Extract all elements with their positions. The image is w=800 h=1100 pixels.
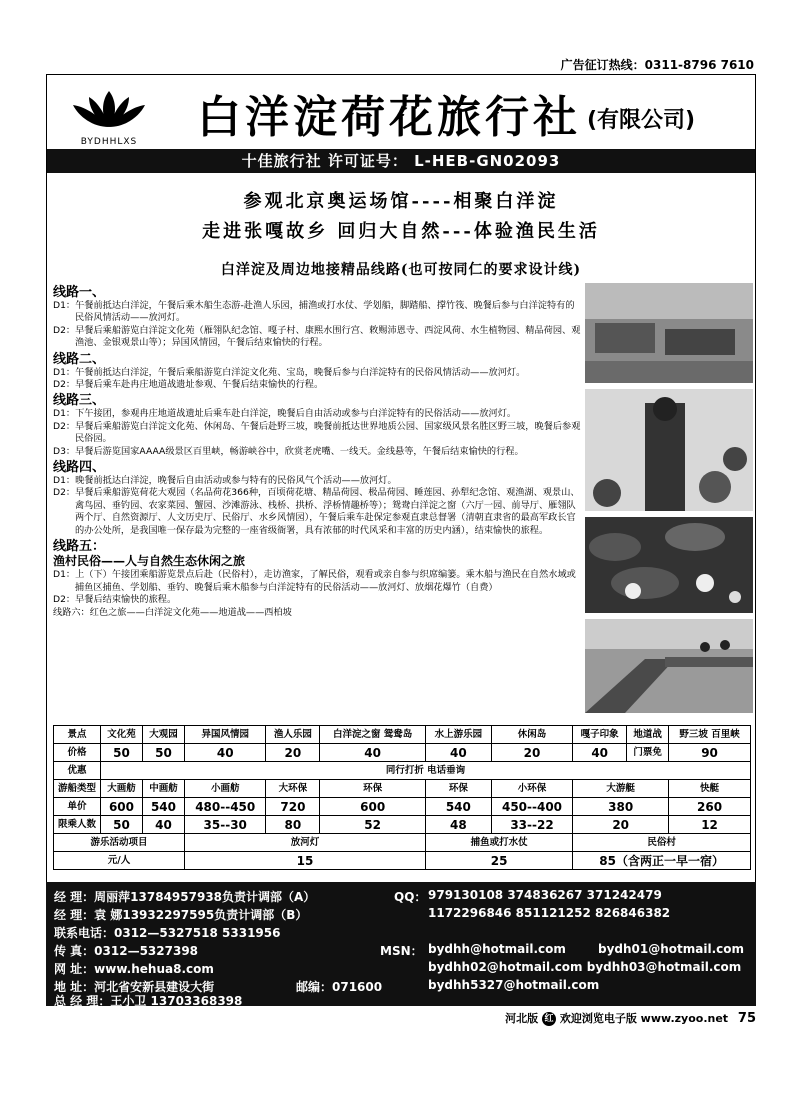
route-day: D1：午餐前抵达白洋淀，午餐后乘船游览白洋淀文化苑、宝岛，晚餐后参与白洋淀特有的民俗风情活动——放河灯。: [53, 366, 526, 378]
slogan-line-1: 参观北京奥运场馆----相聚白洋淀: [243, 191, 559, 212]
agency-name: 白洋淀荷花旅行社: [197, 92, 581, 143]
route-title: 线路三、: [53, 393, 106, 409]
route-6: 线路六：红色之旅——白洋淀文化苑——地道战——西柏坡: [53, 607, 292, 619]
table-cell: 12: [669, 816, 751, 834]
table-cell: 中画舫: [142, 780, 184, 798]
footer-text[interactable]: 欢迎浏览电子版 www.zyoo.net: [559, 1012, 729, 1025]
table-cell: 文化苑: [101, 726, 143, 744]
table-cell: 限乘人数: [54, 816, 101, 834]
table-cell: 景点: [54, 726, 101, 744]
table-cell: 40: [184, 744, 266, 762]
table-row: [54, 798, 751, 816]
table-row: [54, 744, 751, 762]
table-cell: 50: [101, 744, 143, 762]
table-cell: 25: [425, 852, 572, 870]
contact-phone: 联系电话：0312—5327518 5331956: [54, 926, 281, 940]
route-day: D1：午餐前抵达白洋淀，午餐后乘木船生态游-赴渔人乐园，捕渔或打水仗、学划船，脚踏船、撑竹筏、晚餐后参与白洋淀特有的民俗风情活动——放河灯。: [53, 300, 575, 324]
table-cell: 野三坡 百里峡: [669, 726, 751, 744]
table-cell: 720: [266, 798, 320, 816]
manager-a: 经 理：周丽萍13784957938负责计调部（A）: [54, 890, 316, 904]
table-cell: 260: [669, 798, 751, 816]
table-cell: 异国风情园: [184, 726, 266, 744]
photo-lotus-pond: [585, 517, 753, 613]
route-title: 线路四、: [53, 460, 106, 476]
license-bar: 十佳旅行社 许可证号： L-HEB-GN02093: [47, 149, 755, 173]
table-row: [54, 762, 751, 780]
general-manager: 总 经 理：王小卫 13703368398: [54, 994, 243, 1008]
manager-b: 经 理：袁 娜13932297595负责计调部（B）: [54, 908, 308, 922]
route-day: D1：上（下）午接团乘船游览景点后赴（民俗村），走访渔家，了解民俗，观看或亲自参与织席编篓。乘木船与渔民在自然水域或捕鱼区捕鱼、学划船、垂钓、晚餐后乘木船参与白洋淀特有的民俗活动——放河灯、放烟花爆竹（自费）: [53, 569, 576, 593]
header: [47, 75, 755, 149]
msn-address-3[interactable]: bydhh02@hotmail.com bydhh03@hotmail.com: [428, 960, 742, 974]
table-cell: 白洋淀之窗 鸳鸯岛: [320, 726, 426, 744]
table-cell: 环保: [320, 780, 426, 798]
page-footer: [46, 1010, 756, 1026]
route-5: [53, 539, 583, 606]
table-cell: 52: [320, 816, 426, 834]
msn-address-2[interactable]: bydh01@hotmail.com: [598, 942, 745, 956]
page-number: 75: [737, 1011, 756, 1026]
table-cell: 40: [573, 744, 627, 762]
table-cell: 环保: [425, 780, 491, 798]
table-row: [54, 816, 751, 834]
route-title: 线路一、: [53, 285, 106, 300]
route-day: D2：早餐后乘船游览荷花大观园（名品荷花366种，百顷荷花塘、精品荷园、极品荷园、睡莲园、孙犁纪念馆、观渔湖、观景山、禽鸟园、垂钓园、农家菜园、蟹园、沙滩游泳、栈桥、拱桥、浮桥情趣桥等）；鸳鸯白洋淀之窗（六厅一园、前导厅、雁翎队两个厅、自然资源厅、人文历史厅、民俗厅、水乡风情园），午餐后乘车赴保定参观直隶总督署（清朝直隶省的最高军政长官的办公处所，是我国唯一保存最为完整的一座省级衙署，具有浓郁的时代风采和丰富的历史内涵），结束愉快的旅程。: [53, 487, 580, 536]
route-1: [53, 285, 583, 350]
table-cell: 休闲岛: [491, 726, 573, 744]
table-cell: 渔人乐园: [266, 726, 320, 744]
contact-address: 地 址：河北省安新县建设大街: [54, 980, 215, 994]
route-day: D3：早餐后游览国家AAAA级景区百里峡，畅游峡谷中，欣赏老虎嘴、一线天。金线悬等，午餐后结束愉快的行程。: [53, 445, 524, 457]
table-cell: 单价: [54, 798, 101, 816]
lotus-icon: [69, 87, 149, 133]
logo: [69, 87, 149, 147]
table-cell: 游船类型: [54, 780, 101, 798]
ad-frame: [46, 74, 756, 1006]
contact-fax: 传 真：0312—5327398: [54, 944, 199, 958]
table-cell: 嘎子印象: [573, 726, 627, 744]
route-day: D2：早餐后乘车赴冉庄地道战遗址参观、午餐后结束愉快的行程。: [53, 379, 324, 391]
table-cell: 20: [573, 816, 669, 834]
table-cell: 33--22: [491, 816, 573, 834]
table-cell: 90: [669, 744, 751, 762]
edition-badge: 红: [542, 1012, 556, 1026]
table-cell: 大环保: [266, 780, 320, 798]
table-cell: 380: [573, 798, 669, 816]
table-cell: 85（含两正一早一宿）: [573, 852, 751, 870]
table-cell: 600: [101, 798, 143, 816]
logo-text: BYDHHLXS: [80, 137, 138, 147]
table-cell: 450--400: [491, 798, 573, 816]
msn-address-1[interactable]: bydhh@hotmail.com: [428, 942, 566, 956]
route-day: D1：晚餐前抵达白洋淀，晚餐后自由活动或参与特有的民俗风气个活动——放河灯。: [53, 475, 397, 487]
table-cell: 游乐活动项目: [54, 834, 185, 852]
table-cell: 快艇: [669, 780, 751, 798]
table-cell: 大游艇: [573, 780, 669, 798]
edition-label: 河北版: [505, 1012, 539, 1025]
ad-hotline: 广告征订热线：0311-8796 7610: [560, 58, 754, 72]
table-cell: 80: [266, 816, 320, 834]
price-table: [53, 725, 751, 870]
route-3: [53, 393, 583, 458]
table-cell: 480--450: [184, 798, 266, 816]
table-cell: 50: [142, 744, 184, 762]
table-cell: 大观园: [142, 726, 184, 744]
table-cell: 600: [320, 798, 426, 816]
route-day: D2：早餐后结束愉快的旅程。: [53, 593, 177, 605]
table-cell: 水上游乐园: [425, 726, 491, 744]
table-cell: 小环保: [491, 780, 573, 798]
table-cell: 大画舫: [101, 780, 143, 798]
table-cell: 优惠: [54, 762, 101, 780]
route-day: D2：早餐后乘船游览白洋淀文化苑、休闲岛、午餐后赴野三坡，晚餐前抵达世界地质公园、国家级风景名胜区野三坡，晚餐后参观民俗园。: [53, 420, 581, 445]
table-cell: 40: [320, 744, 426, 762]
photo-boardwalk: [585, 619, 753, 713]
table-cell: 同行打折 电话垂询: [101, 762, 751, 780]
table-cell: 50: [101, 816, 143, 834]
table-cell: 40: [425, 744, 491, 762]
route-day: D2：早餐后乘船游览白洋淀文化苑（雁翎队纪念馆、嘎子村、康熙水围行宫、敕赐沛恩寺、西淀风荷、水生植物园、精品荷园、观渔池、金银观景山等）；异国风情园，午餐后结束愉快的行程。: [53, 324, 581, 349]
route-2: [53, 352, 583, 392]
table-row: [54, 834, 751, 852]
table-cell: 540: [142, 798, 184, 816]
slogan-line-2: 走进张嘎故乡 回归大自然---体验渔民生活: [202, 221, 600, 242]
route-subtitle: 渔村民俗——人与自然生态休闲之旅: [53, 554, 246, 569]
contact-website[interactable]: 网 址：www.hehua8.com: [54, 962, 214, 976]
route-title: 线路二、: [53, 351, 106, 367]
table-cell: 地道战: [627, 726, 669, 744]
route-day: D1：下午接团，参观冉庄地道战遗址后乘车赴白洋淀，晚餐后自由活动或参与白洋淀特有的民俗活动——放河灯。: [53, 408, 517, 420]
table-cell: 放河灯: [184, 834, 425, 852]
table-row: [54, 780, 751, 798]
msn-address-4[interactable]: bydhh5327@hotmail.com: [428, 978, 600, 992]
contact-postcode: 邮编：071600: [296, 980, 383, 994]
msn-label: MSN：: [380, 944, 423, 958]
table-cell: 20: [266, 744, 320, 762]
photo-children: [585, 389, 753, 511]
table-cell: 540: [425, 798, 491, 816]
table-cell: 价格: [54, 744, 101, 762]
table-row: [54, 852, 751, 870]
table-cell: 小画舫: [184, 780, 266, 798]
qq-numbers-1: 979130108 374836267 371242479: [428, 888, 662, 902]
table-row: [54, 726, 751, 744]
qq-numbers-2: 1172296846 851121252 826846382: [428, 906, 671, 920]
table-cell: 20: [491, 744, 573, 762]
table-cell: 35--30: [184, 816, 266, 834]
agency-suffix: (有限公司): [587, 108, 696, 133]
table-cell: 门票免: [627, 744, 669, 762]
contact-panel: [46, 882, 756, 1006]
table-cell: 捕鱼或打水仗: [425, 834, 572, 852]
photo-column: [585, 283, 753, 719]
slogan-line-3: 白洋淀及周边地接精品线路(也可按同仁的要求设计线): [220, 262, 582, 278]
qq-label: QQ：: [394, 890, 427, 904]
route-4: [53, 460, 583, 537]
route-title: 线路五：: [53, 539, 106, 555]
table-cell: 民俗村: [573, 834, 751, 852]
table-cell: 元/人: [54, 852, 185, 870]
photo-village: [585, 283, 753, 383]
table-cell: 48: [425, 816, 491, 834]
table-cell: 15: [184, 852, 425, 870]
route-list: [53, 283, 583, 620]
table-cell: 40: [142, 816, 184, 834]
